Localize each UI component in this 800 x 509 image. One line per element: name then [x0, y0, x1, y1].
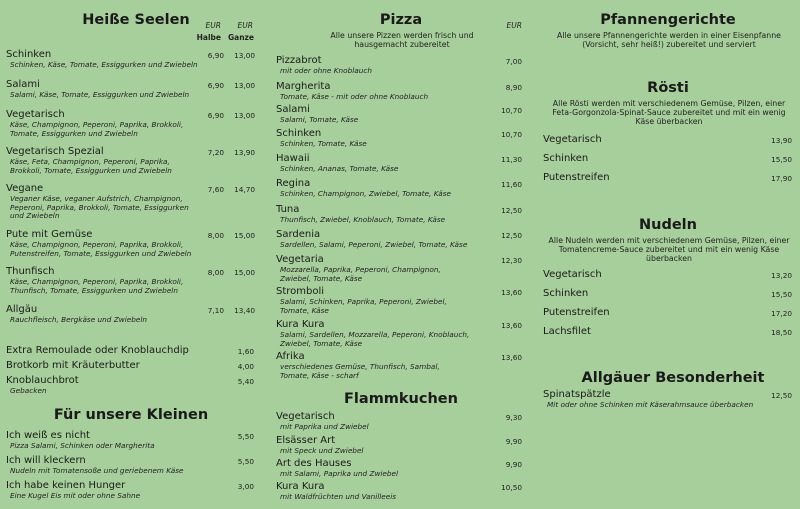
item-name: Elsässer Art — [276, 435, 336, 446]
item-name: Ich habe keinen Hunger — [6, 480, 126, 491]
item-name: Vegetaria — [276, 254, 324, 265]
section-title-heisse-seelen: Heiße Seelen — [82, 12, 190, 28]
item-name: Allgäu — [6, 304, 38, 315]
item-description: Käse, Champignon, Peperoni, Paprika, Brokkoli, Putenstreifen, Tomate, Essiggurken und Zwiebeln — [10, 240, 192, 258]
section-title-flammkuchen: Flammkuchen — [344, 391, 458, 407]
item-name: Stromboli — [276, 286, 325, 297]
item-name: Pizzabrot — [276, 55, 322, 66]
item-price-halbe: 7,20 — [207, 148, 224, 157]
item-description: mit Waldfrüchten und Vanilleeis — [280, 492, 397, 501]
item-name: Salami — [276, 104, 310, 115]
menu-item — [6, 146, 258, 175]
item-price-ganze: 13,00 — [234, 111, 255, 120]
item-price: 10,50 — [501, 483, 522, 492]
currency-label-halbe: EUR — [205, 21, 221, 30]
item-description: Mit oder ohne Schinken mit Käserahmsauce überbacken — [547, 400, 754, 409]
item-name: Kura Kura — [276, 319, 325, 330]
item-price: 7,00 — [505, 57, 522, 66]
menu-item — [6, 183, 258, 221]
section-title-nudeln: Nudeln — [639, 217, 697, 233]
item-name: Vegetarisch Spezial — [6, 146, 104, 157]
item-name: Putenstreifen — [543, 307, 610, 318]
menu-item — [276, 229, 524, 250]
menu-item — [6, 455, 258, 476]
item-price-ganze: 15,00 — [234, 231, 255, 240]
item-price: 13,90 — [771, 136, 792, 145]
item-description: mit Salami, Paprika und Zwiebel — [280, 469, 399, 478]
section-title-roesti: Rösti — [647, 80, 689, 96]
menu-item — [6, 109, 258, 138]
item-name: Ich weiß es nicht — [6, 430, 90, 441]
item-price: 15,50 — [771, 155, 792, 164]
item-name: Lachsfilet — [543, 326, 591, 337]
item-description: mit oder ohne Knoblauch — [280, 66, 373, 75]
item-name: Tuna — [276, 204, 300, 215]
menu-item — [276, 178, 524, 199]
item-description: Salami, Tomate, Käse — [280, 115, 359, 124]
currency-label-ganze: EUR — [237, 21, 253, 30]
item-name: Schinken — [543, 288, 589, 299]
item-name: Knoblauchbrot — [6, 375, 79, 386]
item-description: Käse, Feta, Champignon, Peperoni, Paprika, Brokkoli, Tomate, Essiggurken und Zwiebeln — [10, 157, 172, 175]
item-price: 9,90 — [505, 460, 522, 469]
menu-item — [276, 104, 524, 125]
menu-item — [6, 229, 258, 258]
item-price: 4,00 — [237, 362, 254, 371]
menu-item — [276, 254, 524, 283]
menu-item — [543, 288, 794, 300]
item-name: Hawaii — [276, 153, 310, 164]
section-title-kleine: Für unsere Kleinen — [53, 407, 209, 423]
item-price-ganze: 13,00 — [234, 81, 255, 90]
item-price-halbe: 6,90 — [207, 51, 224, 60]
item-price-halbe: 8,00 — [207, 231, 224, 240]
item-description: verschiedenes Gemüse, Thunfisch, Sambal, Tomate, Käse - scharf — [280, 362, 440, 380]
section-note-pfanne: Alle unsere Pfannengerichte werden in einer Eisenpfanne (Vorsicht, sehr heiß!) zubereitet und serviert — [557, 31, 781, 49]
item-name: Vegetarisch — [276, 411, 335, 422]
item-price-halbe: 8,00 — [207, 268, 224, 277]
section-note-roesti: Alle Rösti werden mit verschiedenem Gemüse, Pilzen, einer Feta-Gorgonzola-Spinat-Sauce zubereitet und mit ein wenig Käse überbacken — [552, 99, 786, 126]
item-price-ganze: 13,40 — [234, 306, 255, 315]
item-description: Thunfisch, Zwiebel, Knoblauch, Tomate, Käse — [280, 215, 446, 224]
item-description: Käse, Champignon, Peperoni, Paprika, Brokkoli, Tomate, Essiggurken und Zwiebeln — [10, 120, 184, 138]
item-name: Kura Kura — [276, 481, 325, 492]
item-name: Art des Hauses — [276, 458, 352, 469]
item-price-halbe: 6,90 — [207, 111, 224, 120]
item-price: 1,60 — [237, 347, 254, 356]
item-price: 17,90 — [771, 174, 792, 183]
item-description: Veganer Käse, veganer Aufstrich, Champignon, Peperoni, Paprika, Brokkoli, Tomate, Essiggurken und Zwiebeln — [10, 194, 189, 221]
menu-item — [543, 269, 794, 281]
section-title-pfannengerichte: Pfannengerichte — [600, 12, 736, 28]
item-description: Sardellen, Salami, Peperoni, Zwiebel, Tomate, Käse — [280, 240, 468, 249]
item-description: Nudeln mit Tomatensoße und geriebenem Käse — [10, 466, 184, 475]
menu-item — [543, 153, 794, 165]
item-price-ganze: 14,70 — [234, 185, 255, 194]
menu-item — [6, 79, 258, 100]
menu-item — [6, 49, 258, 70]
item-description: Salami, Schinken, Paprika, Peperoni, Zwiebel, Tomate, Käse — [280, 297, 447, 315]
item-price: 12,50 — [771, 391, 792, 400]
menu-item — [276, 286, 524, 315]
column-label-ganze: Ganze — [228, 33, 255, 42]
item-description: Salami, Käse, Tomate, Essiggurken und Zwiebeln — [10, 90, 190, 99]
section-note-pizza: Alle unsere Pizzen werden frisch und hausgemacht zubereitet — [330, 31, 474, 49]
item-name: Putenstreifen — [543, 172, 610, 183]
section-title-pizza: Pizza — [379, 12, 423, 28]
menu-item — [6, 430, 258, 451]
item-name: Extra Remoulade oder Knoblauchdip — [6, 345, 189, 356]
item-name: Brotkorb mit Kräuterbutter — [6, 360, 140, 371]
menu-item — [276, 458, 524, 479]
menu-item — [276, 351, 524, 380]
item-price: 9,90 — [505, 437, 522, 446]
menu-item — [543, 307, 794, 319]
item-name: Margherita — [276, 81, 331, 92]
extra-item — [6, 375, 258, 396]
menu-item — [543, 172, 794, 184]
item-description: mit Paprika und Zwiebel — [280, 422, 369, 431]
item-name: Spinatspätzle — [543, 389, 611, 400]
item-description: Salami, Sardellen, Mozzarella, Peperoni, Knoblauch, Zwiebel, Tomate, Käse — [280, 330, 470, 348]
extra-item — [6, 345, 258, 357]
menu-item — [276, 204, 524, 225]
item-description: mit Speck und Zwiebel — [280, 446, 364, 455]
extra-item — [6, 360, 258, 372]
section-title-allgaeuer: Allgäuer Besonderheit — [581, 370, 765, 386]
item-price: 13,60 — [501, 353, 522, 362]
item-name: Schinken — [276, 128, 322, 139]
item-name: Ich will kleckern — [6, 455, 86, 466]
item-description: Rauchfleisch, Bergkäse und Zwiebeln — [10, 315, 148, 324]
item-price: 17,20 — [771, 309, 792, 318]
item-description: Tomate, Käse - mit oder ohne Knoblauch — [280, 92, 429, 101]
item-price: 18,50 — [771, 328, 792, 337]
menu-item — [276, 128, 524, 149]
item-price-halbe: 7,10 — [207, 306, 224, 315]
item-name: Afrika — [276, 351, 305, 362]
menu-item — [6, 266, 258, 295]
item-price: 3,00 — [237, 482, 254, 491]
menu-item — [6, 480, 258, 501]
item-price-halbe: 6,90 — [207, 81, 224, 90]
item-price: 12,30 — [501, 256, 522, 265]
menu-item — [276, 319, 524, 348]
menu-item — [276, 55, 524, 76]
item-price: 13,20 — [771, 271, 792, 280]
item-description: Pizza Salami, Schinken oder Margherita — [10, 441, 155, 450]
currency-label: EUR — [506, 21, 522, 30]
item-price: 12,50 — [501, 206, 522, 215]
item-name: Schinken — [6, 49, 52, 60]
item-price: 5,50 — [237, 457, 254, 466]
item-price: 11,60 — [501, 180, 522, 189]
item-description: Eine Kugel Eis mit oder ohne Sahne — [10, 491, 141, 500]
item-price-ganze: 13,00 — [234, 51, 255, 60]
menu-item — [543, 326, 794, 338]
item-price: 10,70 — [501, 106, 522, 115]
menu-item — [276, 481, 524, 502]
item-description: Schinken, Ananas, Tomate, Käse — [280, 164, 399, 173]
column-label-halbe: Halbe — [196, 33, 221, 42]
menu-item — [543, 389, 794, 410]
item-price: 13,60 — [501, 321, 522, 330]
menu-item — [276, 411, 524, 432]
item-price: 12,50 — [501, 231, 522, 240]
item-name: Regina — [276, 178, 311, 189]
item-name: Schinken — [543, 153, 589, 164]
item-price: 5,40 — [237, 377, 254, 386]
item-description: Schinken, Käse, Tomate, Essiggurken und Zwiebeln — [10, 60, 198, 69]
item-name: Vegetarisch — [6, 109, 65, 120]
menu-item — [543, 134, 794, 146]
item-name: Vegetarisch — [543, 269, 602, 280]
section-note-nudeln: Alle Nudeln werden mit verschiedenem Gemüse, Pilzen, einer Tomatencreme-Sauce zubereitet und mit ein wenig Käse überbacken — [548, 236, 790, 263]
item-description: Schinken, Champignon, Zwiebel, Tomate, Käse — [280, 189, 451, 198]
item-price-ganze: 13,90 — [234, 148, 255, 157]
item-price: 13,60 — [501, 288, 522, 297]
item-price-ganze: 15,00 — [234, 268, 255, 277]
item-price: 9,30 — [505, 413, 522, 422]
item-name: Thunfisch — [6, 266, 55, 277]
item-description: Gebacken — [10, 386, 47, 395]
item-price: 11,30 — [501, 155, 522, 164]
item-name: Salami — [6, 79, 40, 90]
item-name: Pute mit Gemüse — [6, 229, 93, 240]
menu-item — [276, 153, 524, 174]
item-price: 15,50 — [771, 290, 792, 299]
item-price: 5,50 — [237, 432, 254, 441]
menu-item — [276, 435, 524, 456]
item-description: Schinken, Tomate, Käse — [280, 139, 367, 148]
menu-item — [276, 81, 524, 102]
item-price: 10,70 — [501, 130, 522, 139]
item-description: Käse, Champignon, Peperoni, Paprika, Brokkoli, Thunfisch, Tomate, Essiggurken und Zwiebeln — [10, 277, 184, 295]
item-price-halbe: 7,60 — [207, 185, 224, 194]
item-name: Vegetarisch — [543, 134, 602, 145]
menu-item — [6, 304, 258, 325]
item-description: Mozzarella, Paprika, Peperoni, Champignon, Zwiebel, Tomate, Käse — [280, 265, 441, 283]
item-name: Sardenia — [276, 229, 321, 240]
item-price: 8,90 — [505, 83, 522, 92]
item-name: Vegane — [6, 183, 44, 194]
